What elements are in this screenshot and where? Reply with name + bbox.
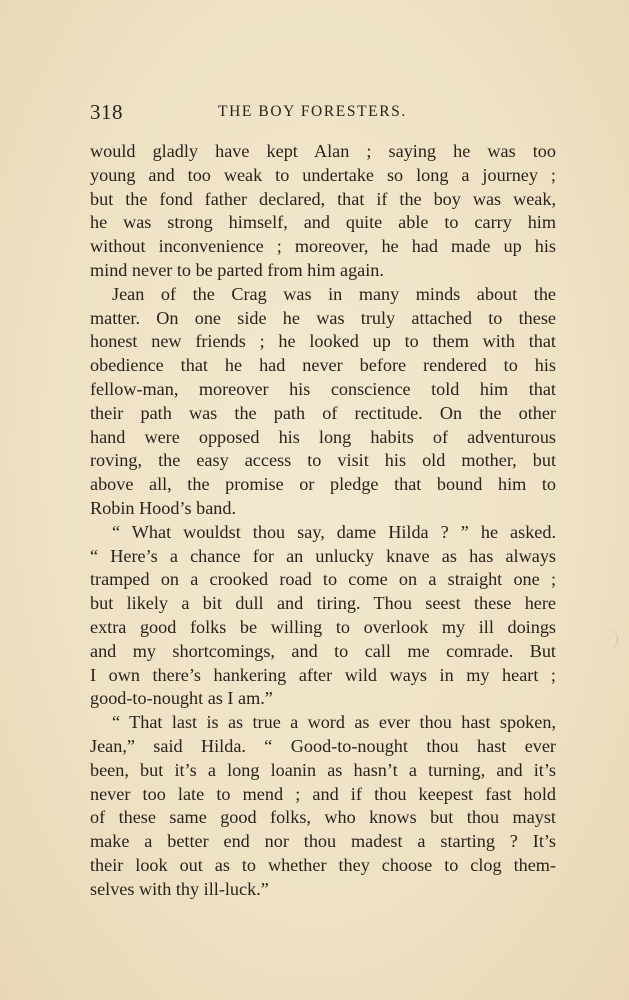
text-line: tramped on a crooked road to come on a straight one ; [90,569,556,590]
text-line: selves with thy ill-luck.” [90,878,269,899]
body-text [90,140,556,902]
text-line: Jean,” said Hilda. “ Good-to-nought thou hast ever [90,735,556,756]
text-line: Robin Hood’s band. [90,497,237,518]
text-line: mind never to be parted from him again. [90,259,384,280]
text-line: “ Here’s a chance for an unlucky knave as has always [90,545,556,566]
text-line: roving, the easy access to visit his old mother, but [90,450,556,471]
text-line: their path was the path of rectitude. On the other [90,402,556,423]
text-line: Jean of the Crag was in many minds about the [112,283,556,304]
text-line: without inconvenience ; moreover, he had made up his [90,236,556,257]
text-line: obedience that he had never before rendered to his [90,355,556,376]
text-line: of these same good folks, who knows but thou mayst [90,807,556,828]
page-header [90,100,556,126]
text-line: he was strong himself, and quite able to carry him [90,212,556,233]
text-line: good-to-nought as I am.” [90,688,273,709]
text-line: above all, the promise or pledge that bound him to [90,474,556,495]
text-line: “ What wouldst thou say, dame Hilda ? ” he asked. [112,521,556,542]
text-line: extra good folks be willing to overlook my ill doings [90,616,556,637]
page-number: 318 [90,100,123,124]
text-line: their look out as to whether they choose to clog them- [90,854,556,875]
text-line: would gladly have kept Alan ; saying he was too [90,141,556,161]
running-title: THE BOY FORESTERS. [218,103,407,120]
text-line: never too late to mend ; and if thou keepest fast hold [90,783,556,804]
text-line: hand were opposed his long habits of adventurous [90,426,556,447]
text-line: young and too weak to undertake so long a journey ; [90,164,556,185]
text-line: and my shortcomings, and to call me comrade. But [90,640,556,661]
text-line: but the fond father declared, that if the boy was weak, [90,188,556,209]
text-line: “ That last is as true a word as ever thou hast spoken, [112,712,556,733]
text-line: make a better end nor thou madest a starting ? It’s [90,831,556,852]
page-edge-mark [607,628,618,650]
text-line: honest new friends ; he looked up to them with that [90,331,556,352]
text-line: fellow-man, moreover his conscience told him that [90,378,556,399]
text-line: but likely a bit dull and tiring. Thou seest these here [90,593,556,614]
text-line: matter. On one side he was truly attached to these [90,307,556,328]
text-line: been, but it’s a long loanin as hasn’t a turning, and it’s [90,759,556,780]
text-line: I own there’s hankering after wild ways in my heart ; [90,664,556,685]
